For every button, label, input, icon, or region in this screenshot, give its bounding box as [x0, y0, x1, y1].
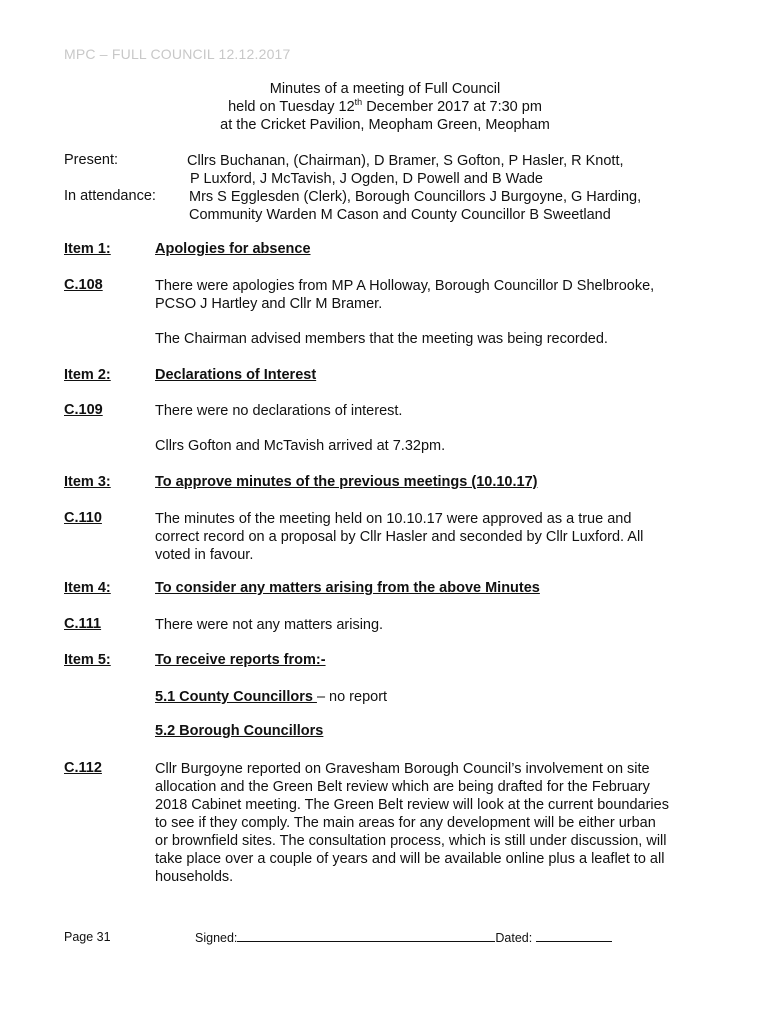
title-date-suffix: th — [354, 97, 363, 108]
c112-line-3: 2018 Cabinet meeting. The Green Belt review will look at the current boundaries — [155, 797, 669, 813]
item-1-label: Item 1: — [64, 241, 111, 257]
sub-5-1-rest: – no report — [316, 689, 388, 705]
c110-line-1: The minutes of the meeting held on 10.10.17 were approved as a true and — [155, 511, 632, 527]
title-line-2 — [0, 98, 770, 116]
minute-c111-text: There were not any matters arising. — [155, 617, 384, 633]
item-5-label: Item 5: — [64, 652, 111, 668]
c112-line-6: take place over a couple of years and will be available online plus a leaflet to all — [155, 851, 665, 867]
item-3-heading: To approve minutes of the previous meetings (10.10.17) — [155, 474, 538, 490]
item-1-heading: Apologies for absence — [155, 241, 311, 257]
minute-c110-text — [155, 510, 643, 564]
signature-line — [237, 930, 495, 942]
c110-line-2: correct record on a proposal by Cllr Hasler and seconded by Cllr Luxford. All — [155, 529, 644, 545]
c108-line-1: There were apologies from MP A Holloway, Borough Councillor D Shelbrooke, — [155, 278, 655, 294]
present-label: Present: — [64, 152, 118, 168]
sub-5-1-heading: 5.1 County Councillors — [155, 689, 317, 705]
minute-c109-text: There were no declarations of interest. — [155, 403, 403, 419]
minute-c108-code: C.108 — [64, 277, 103, 293]
item-2-label: Item 2: — [64, 367, 111, 383]
page-number: Page 31 — [64, 930, 111, 944]
c112-line-7: households. — [155, 869, 234, 885]
running-header: MPC – FULL COUNCIL 12.12.2017 — [64, 46, 291, 62]
c112-line-4: to see if they comply. The main areas for any development will be either urban — [155, 815, 656, 831]
title-line-1: Minutes of a meeting of Full Council — [269, 81, 501, 97]
item-3-label: Item 3: — [64, 474, 111, 490]
item-5-heading: To receive reports from:- — [155, 652, 326, 668]
minute-c110-code: C.110 — [64, 510, 102, 526]
minute-c109-note: Cllrs Gofton and McTavish arrived at 7.32pm. — [155, 438, 446, 454]
dated-label: Dated: — [495, 931, 533, 945]
title-date-post: December 2017 at 7:30 pm — [362, 99, 542, 115]
meeting-title — [0, 80, 770, 134]
attendance-line-1: Mrs S Egglesden (Clerk), Borough Councillors J Burgoyne, G Harding, — [189, 189, 642, 205]
item-2-heading: Declarations of Interest — [155, 367, 317, 383]
sub-5-2-heading: 5.2 Borough Councillors — [155, 723, 324, 739]
minute-c112-code: C.112 — [64, 760, 102, 776]
minute-c112-text — [155, 760, 669, 886]
c112-line-2: allocation and the Green Belt review which are being drafted for the February — [155, 779, 650, 795]
minute-c111-code: C.111 — [64, 616, 102, 632]
present-line-2: P Luxford, J McTavish, J Ogden, D Powell and B Wade — [190, 171, 543, 187]
minute-c108-note: The Chairman advised members that the meeting was being recorded. — [155, 331, 608, 347]
c112-line-1: Cllr Burgoyne reported on Gravesham Borough Council’s involvement on site — [155, 761, 650, 777]
c110-line-3: voted in favour. — [155, 547, 254, 563]
signature-area — [195, 930, 612, 945]
item-4-heading: To consider any matters arising from the above Minutes — [155, 580, 540, 596]
present-line-1: Cllrs Buchanan, (Chairman), D Bramer, S Gofton, P Hasler, R Knott, — [187, 153, 624, 169]
attendance-label: In attendance: — [64, 188, 156, 204]
sub-5-1 — [155, 688, 387, 706]
signed-label: Signed: — [195, 931, 238, 945]
date-line — [536, 930, 612, 942]
item-4-label: Item 4: — [64, 580, 111, 596]
c108-line-2: PCSO J Hartley and Cllr M Bramer. — [155, 296, 383, 312]
title-line-3: at the Cricket Pavilion, Meopham Green, Meopham — [220, 117, 550, 133]
minute-c108-text — [155, 277, 654, 313]
attendance-line-2: Community Warden M Cason and County Councillor B Sweetland — [189, 207, 611, 223]
c112-line-5: or brownfield sites. The consultation process, which is still under discussion, will — [155, 833, 667, 849]
minute-c109-code: C.109 — [64, 402, 103, 418]
title-date-pre: held on Tuesday 12 — [228, 99, 355, 115]
